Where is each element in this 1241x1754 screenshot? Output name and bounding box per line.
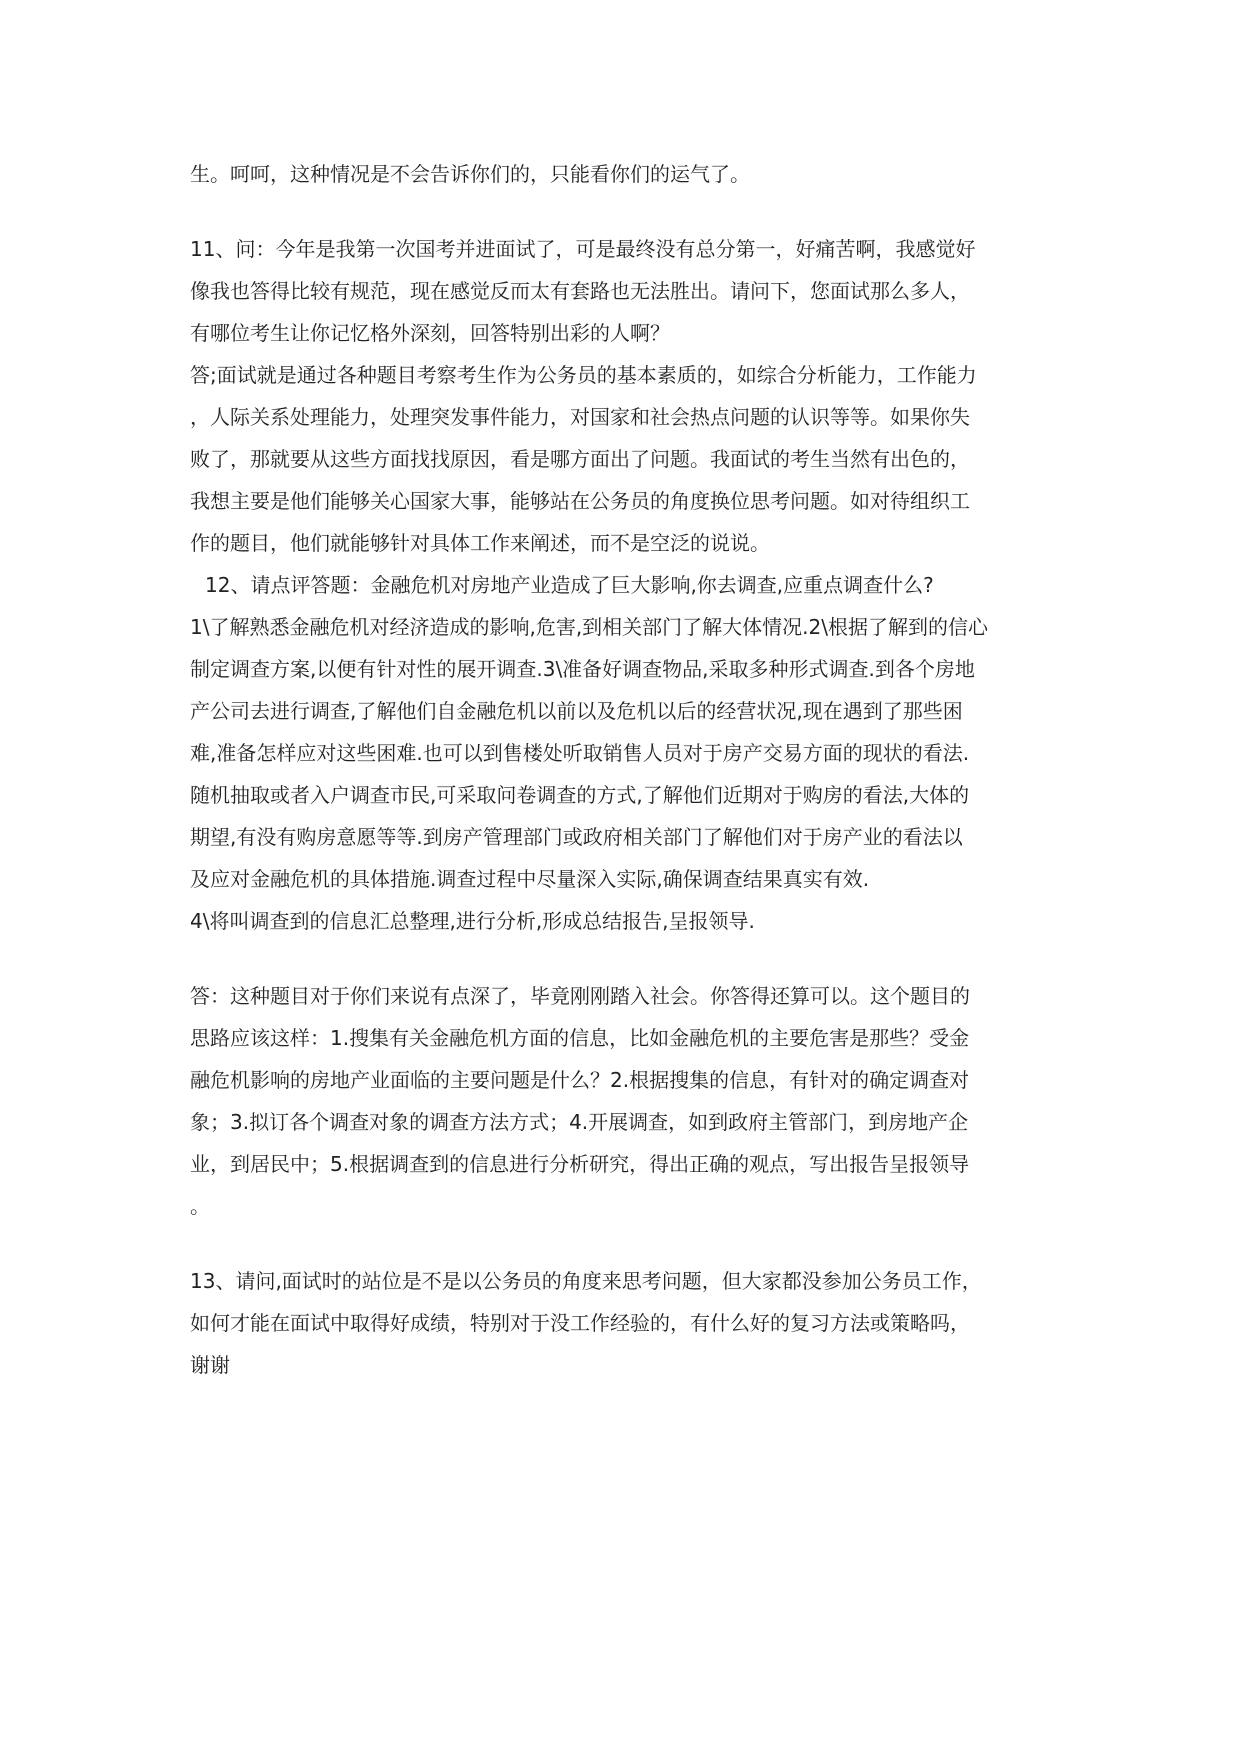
text-line: 败了，那就要从这些方面找找原因，看是哪方面出了问题。我面试的考生当然有出色的，: [190, 447, 970, 471]
text-line: 难,准备怎样应对这些困难.也可以到售楼处听取销售人员对于房产交易方面的现状的看法.: [190, 741, 970, 765]
text-line: 12、请点评答题：金融危机对房地产业造成了巨大影响,你去调查,应重点调查什么?: [205, 573, 934, 597]
text-line: 谢谢: [190, 1353, 230, 1377]
text-line: 作的题目，他们就能够针对具体工作来阐述，而不是空泛的说说。: [190, 531, 770, 555]
text-line: 答;面试就是通过各种题目考察考生作为公务员的基本素质的，如综合分析能力，工作能力: [190, 363, 977, 387]
text-line: 我想主要是他们能够关心国家大事，能够站在公务员的角度换位思考问题。如对待组织工: [190, 489, 970, 513]
text-line: 象；3.拟订各个调查对象的调查方法方式；4.开展调查，如到政府主管部门，到房地产企: [190, 1110, 969, 1134]
text-line: ，人际关系处理能力，处理突发事件能力，对国家和社会热点问题的认识等等。如果你失: [190, 405, 970, 429]
text-line: 随机抽取或者入户调查市民,可采取问卷调查的方式,了解他们近期对于购房的看法,大体的: [190, 783, 970, 807]
text-line: 及应对金融危机的具体措施.调查过程中尽量深入实际,确保调查结果真实有效.: [190, 867, 870, 891]
text-line: 像我也答得比较有规范，现在感觉反而太有套路也无法胜出。请问下，您面试那么多人，: [190, 279, 970, 303]
text-line: 答：这种题目对于你们来说有点深了，毕竟刚刚踏入社会。你答得还算可以。这个题目的: [190, 984, 970, 1008]
text-line: 。: [190, 1194, 210, 1218]
text-line: 有哪位考生让你记忆格外深刻，回答特别出彩的人啊？: [190, 321, 670, 345]
text-line: 13、请问,面试时的站位是不是以公务员的角度来思考问题，但大家都没参加公务员工作，: [190, 1269, 982, 1293]
text-line: 如何才能在面试中取得好成绩，特别对于没工作经验的，有什么好的复习方法或策略吗，: [190, 1311, 970, 1335]
text-line: 生。呵呵，这种情况是不会告诉你们的，只能看你们的运气了。: [190, 162, 750, 186]
text-line: 1\了解熟悉金融危机对经济造成的影响,危害,到相关部门了解大体情况.2\根据了解到的信心: [190, 615, 988, 639]
text-line: 融危机影响的房地产业面临的主要问题是什么？2.根据搜集的信息，有针对的确定调查对: [190, 1068, 970, 1092]
text-line: 11、问：今年是我第一次国考并进面试了，可是最终没有总分第一，好痛苦啊，我感觉好: [190, 237, 976, 261]
text-line: 思路应该这样：1.搜集有关金融危机方面的信息，比如金融危机的主要危害是那些？受金: [190, 1026, 970, 1050]
text-line: 期望,有没有购房意愿等等.到房产管理部门或政府相关部门了解他们对于房产业的看法以: [190, 825, 963, 849]
text-line: 业，到居民中；5.根据调查到的信息进行分析研究，得出正确的观点，写出报告呈报领导: [190, 1152, 970, 1176]
text-line: 4\将叫调查到的信息汇总整理,进行分析,形成总结报告,呈报领导.: [190, 909, 755, 933]
text-line: 制定调查方案,以便有针对性的展开调查.3\准备好调查物品,采取多种形式调查.到各个房地: [190, 657, 975, 681]
text-line: 产公司去进行调查,了解他们自金融危机以前以及危机以后的经营状况,现在遇到了那些困: [190, 699, 963, 723]
